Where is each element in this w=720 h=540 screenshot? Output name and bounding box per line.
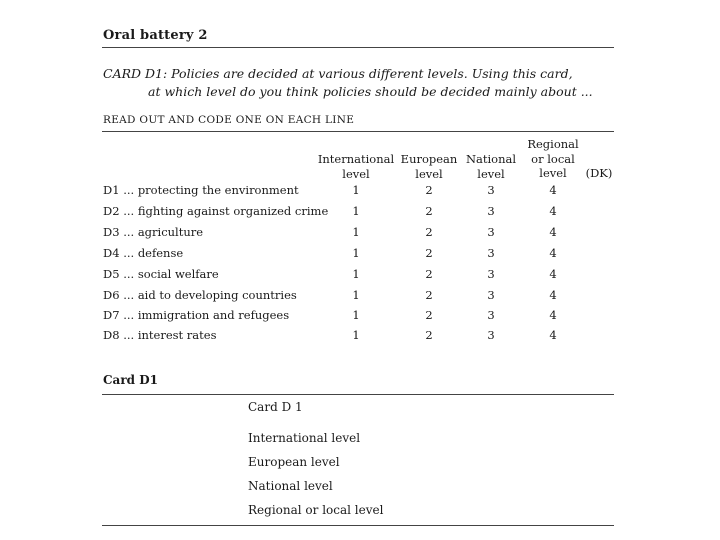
card-option: Regional or local level [248, 503, 384, 517]
code-national: 3 [487, 288, 495, 302]
code-regional: 4 [549, 308, 557, 322]
column-header-regional: Regional or local level [527, 137, 579, 180]
instruction: READ OUT AND CODE ONE ON EACH LINE [103, 114, 355, 126]
instruction-divider [102, 131, 614, 132]
code-international: 1 [352, 308, 360, 322]
code-regional: 4 [549, 204, 557, 218]
code-international: 1 [352, 246, 360, 260]
code-regional: 4 [549, 246, 557, 260]
code-national: 3 [487, 225, 495, 239]
column-header-dk: (DK) [585, 166, 613, 180]
row-label: D6 ... aid to developing countries [103, 288, 297, 302]
code-european: 2 [425, 183, 433, 197]
card-top-divider [102, 394, 614, 395]
code-national: 3 [487, 204, 495, 218]
question-text-line-2: at which level do you think policies should be decided mainly about ... [148, 84, 593, 99]
code-european: 2 [425, 328, 433, 342]
column-header-international: International level [317, 152, 395, 181]
code-national: 3 [487, 267, 495, 281]
row-label: D7 ... immigration and refugees [103, 308, 290, 322]
code-european: 2 [425, 246, 433, 260]
card-option: International level [248, 431, 361, 445]
code-regional: 4 [549, 183, 557, 197]
card-option: National level [248, 479, 333, 493]
code-regional: 4 [549, 288, 557, 302]
card-heading: Card D 1 [248, 400, 303, 414]
row-label: D8 ... interest rates [103, 328, 217, 342]
code-international: 1 [352, 328, 360, 342]
code-national: 3 [487, 246, 495, 260]
code-national: 3 [487, 183, 495, 197]
code-european: 2 [425, 225, 433, 239]
row-label: D5 ... social welfare [103, 267, 219, 281]
code-international: 1 [352, 267, 360, 281]
row-label: D4 ... defense [103, 246, 184, 260]
card-bottom-divider [102, 525, 614, 526]
code-european: 2 [425, 308, 433, 322]
code-national: 3 [487, 328, 495, 342]
code-regional: 4 [549, 328, 557, 342]
card-option: European level [248, 455, 340, 469]
row-label: D3 ... agriculture [103, 225, 204, 239]
code-international: 1 [352, 225, 360, 239]
code-european: 2 [425, 204, 433, 218]
column-header-european: European level [400, 152, 458, 181]
row-label: D1 ... protecting the environment [103, 183, 299, 197]
row-label: D2 ... fighting against organized crime [103, 204, 329, 218]
document-title: Oral battery 2 [103, 28, 208, 43]
code-regional: 4 [549, 225, 557, 239]
card-section-label: Card D1 [103, 373, 158, 387]
code-european: 2 [425, 288, 433, 302]
code-international: 1 [352, 288, 360, 302]
title-divider [102, 47, 614, 48]
code-european: 2 [425, 267, 433, 281]
code-national: 3 [487, 308, 495, 322]
code-international: 1 [352, 204, 360, 218]
question-text-line-1: CARD D1: Policies are decided at various different levels. Using this card, [103, 66, 573, 81]
code-regional: 4 [549, 267, 557, 281]
code-international: 1 [352, 183, 360, 197]
column-header-national: National level [465, 152, 517, 181]
